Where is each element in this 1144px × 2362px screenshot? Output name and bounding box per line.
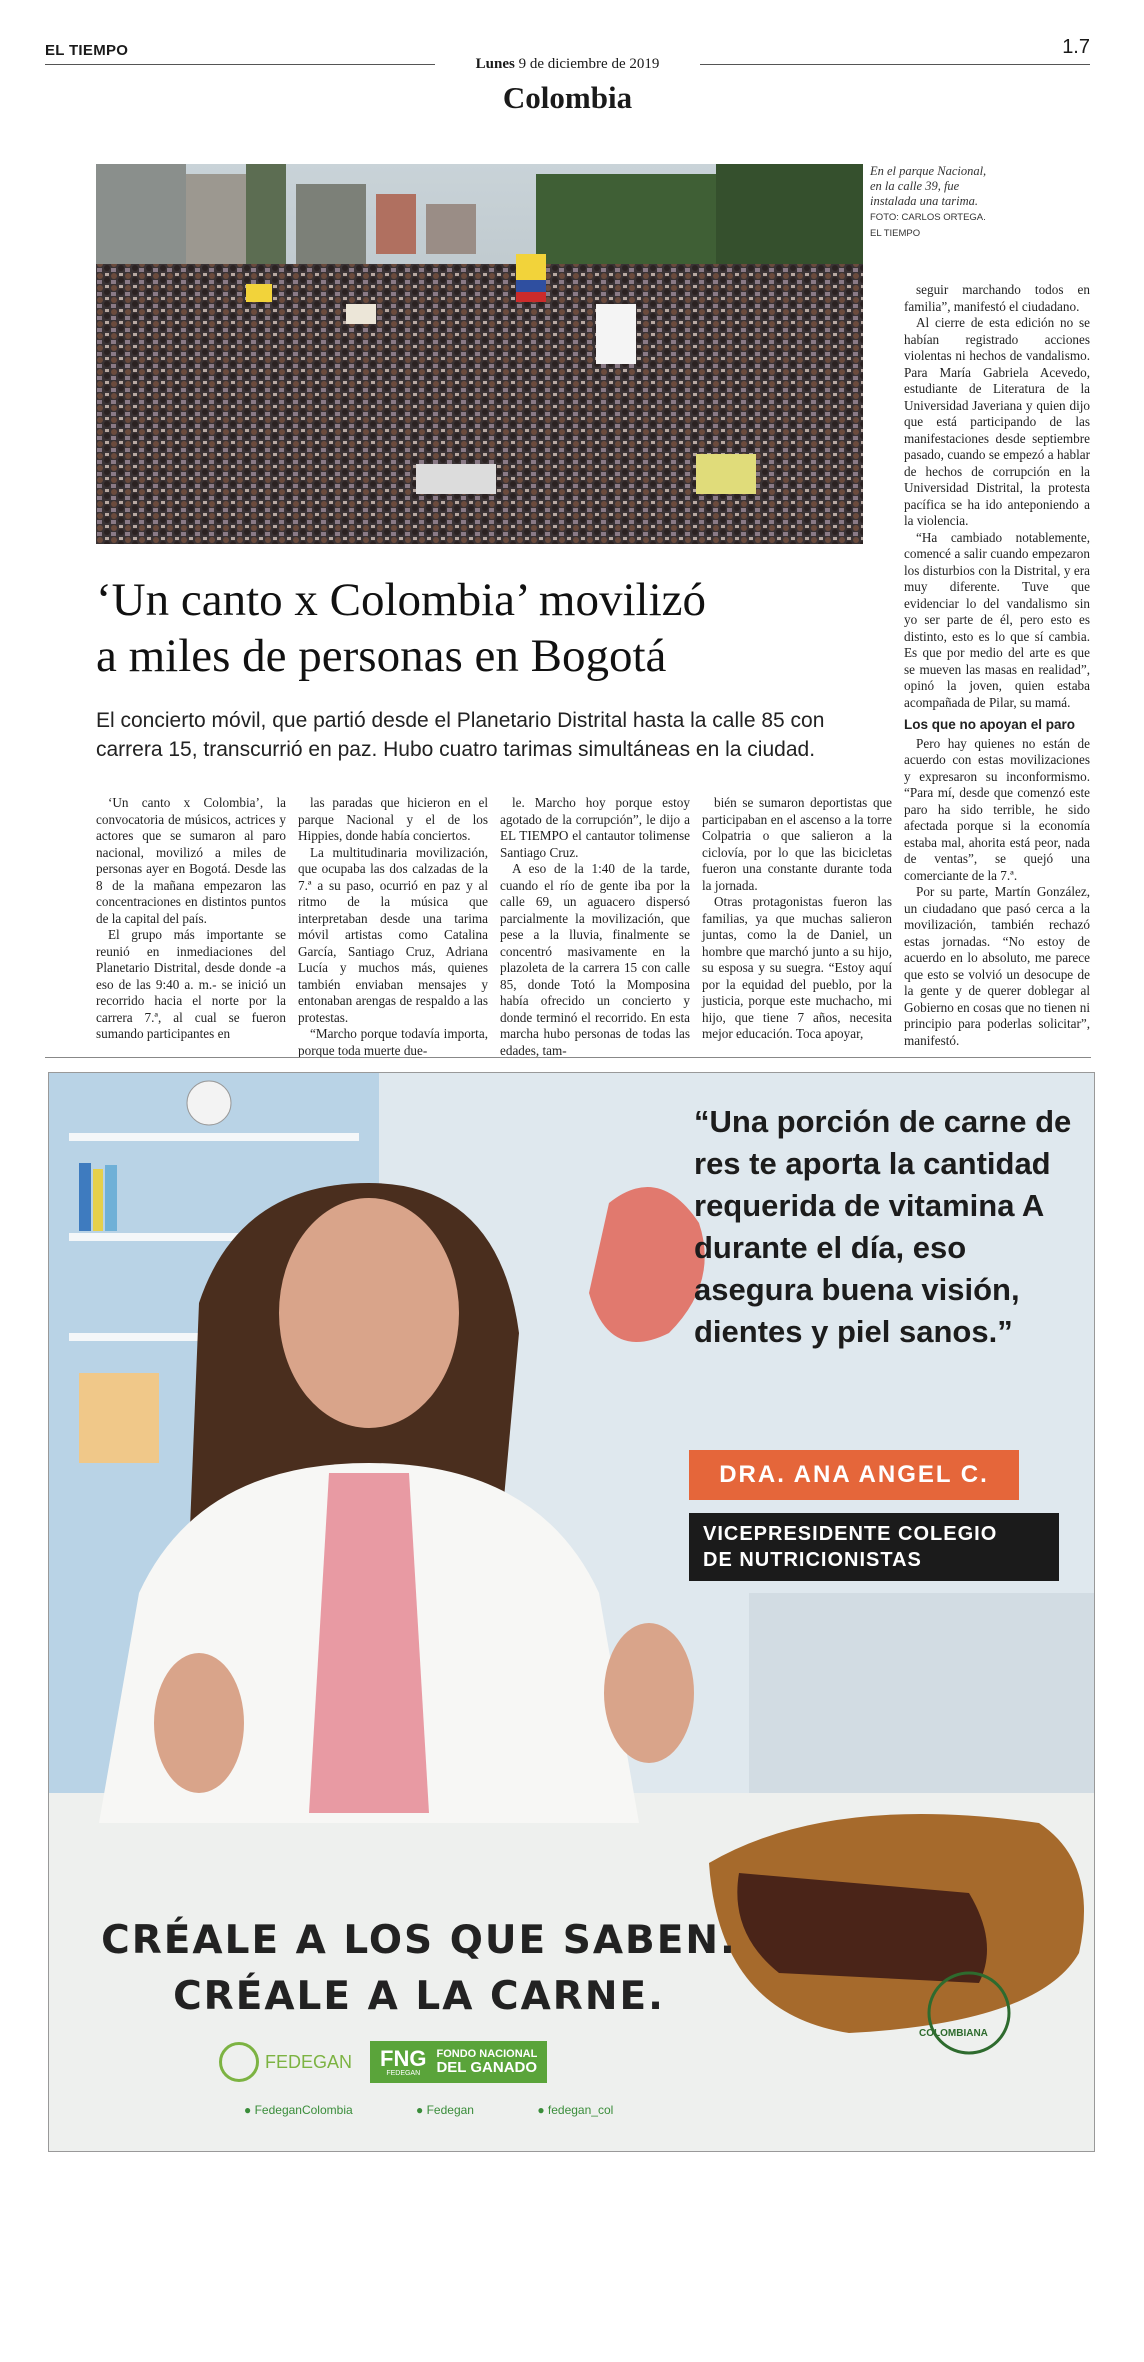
fng-line-2: DEL GANADO bbox=[436, 2058, 538, 2076]
header-rule-right bbox=[700, 64, 1090, 65]
paragraph: le. Marcho hoy porque estoy agotado de la corrupción”, le dijo a EL TIEMPO el cantautor tolimense Santiago Cruz. bbox=[500, 795, 690, 860]
instagram-link[interactable]: ● fedegan_col bbox=[537, 2103, 614, 2117]
photo-credit: FOTO: CARLOS ORTEGA. EL TIEMPO bbox=[870, 212, 986, 239]
crowd-image bbox=[96, 164, 863, 544]
masthead: EL TIEMPO bbox=[45, 42, 129, 59]
ad-slogan bbox=[89, 1913, 749, 2025]
role-line-2: DE NUTRICIONISTAS bbox=[703, 1549, 922, 1571]
twitter-link[interactable]: ● Fedegan bbox=[416, 2103, 474, 2117]
advertisement bbox=[48, 1072, 1095, 2152]
facebook-link[interactable]: ● FedeganColombia bbox=[244, 2103, 353, 2117]
column-4 bbox=[702, 795, 892, 1043]
date-rest: 9 de diciembre de 2019 bbox=[518, 56, 660, 72]
fng-letters: FNG bbox=[380, 2045, 427, 2071]
slogan-line-2: CRÉALE A LA CARNE. bbox=[173, 1974, 665, 2019]
fng-sub: FEDEGAN bbox=[386, 2069, 421, 2077]
column-1 bbox=[96, 795, 286, 1043]
twitter-handle: Fedegan bbox=[426, 2103, 474, 2117]
ad-logos bbox=[219, 2041, 547, 2083]
column-5 bbox=[904, 282, 1090, 1049]
headline-line-2: a miles de personas en Bogotá bbox=[96, 630, 667, 682]
fedegan-label: FEDEGAN bbox=[265, 2051, 353, 2072]
slogan-line-1: CRÉALE A LOS QUE SABEN. bbox=[101, 1918, 737, 1963]
dateline bbox=[440, 56, 695, 73]
section-separator bbox=[45, 1057, 1091, 1058]
paragraph: bién se sumaron deportistas que participaban en el ascenso a la torre Colpatria o que salieron a la ciclovía, por lo que las bicicletas fueron una constante durante toda la jornada. bbox=[702, 795, 892, 893]
doctor-role-badge bbox=[689, 1513, 1059, 1581]
paragraph: seguir marchando todos en familia”, manifestó el ciudadano. bbox=[904, 282, 1090, 314]
fng-line-1: FONDO NACIONAL bbox=[436, 2047, 538, 2060]
fng-text bbox=[436, 2048, 537, 2077]
date-day: Lunes bbox=[475, 56, 515, 72]
fng-mark bbox=[380, 2045, 427, 2077]
paragraph: Pero hay quienes no están de acuerdo con estas movilizaciones y expresaron su inconformismo. “Para mí, desde que comenzó este paro ha sido terrible, he sido afectada porque si la economía estaba mal, ahorita está peor, nada de ventas”, se quejó una comerciante de la 7.ª. bbox=[904, 735, 1090, 883]
paragraph: ‘Un canto x Colombia’, la convocatoria de músicos, actrices y actores que se sumaron al paro nacional, movilizó a miles de personas ayer en Bogotá. Desde las 8 de la mañana empezaron las concentraciones en distintos puntos de la capital del país. bbox=[96, 795, 286, 926]
column-2 bbox=[298, 795, 488, 1059]
cow-icon bbox=[219, 2042, 259, 2082]
page-number: 1.7 bbox=[1062, 36, 1090, 58]
subhead: Los que no apoyan el paro bbox=[904, 717, 1076, 732]
headline-line-1: ‘Un canto x Colombia’ movilizó bbox=[96, 574, 707, 626]
caption-text: En el parque Nacional, en la calle 39, fue instalada una tarima. bbox=[870, 164, 987, 208]
column-3 bbox=[500, 795, 690, 1059]
paragraph: “Ha cambiado notablemente, comencé a salir cuando empezaron los disturbios con la Distrital, y era muy diferente. Tuve que evidenciar lo del vandalismo sin yo ser parte de él, pero esto es distinto, esto es lo que sí cambia. Es que por medio del arte es que se mueven las masas en realidad”, opinó la joven, quien estaba acompañada de Pilar, su mamá. bbox=[904, 529, 1090, 710]
paragraph: Por su parte, Martín González, un ciudadano que pasó cerca a la movilización, también rechazó estas jornadas. “No estoy de acuerdo en lo absoluto, me parece que esto se volvió un desocupe de la gente y de querer doblegar al Gobierno en cosas que no tienen ni principio para poderlas solicitar”, manifestó. bbox=[904, 884, 1090, 1048]
paragraph: “Marcho porque todavía importa, porque toda muerte due- bbox=[298, 1026, 488, 1058]
paragraph: El grupo más importante se reunió en inmediaciones del Planetario Distrital, desde donde -a eso de las 9:40 a. m.- se inició un recorrido hacia el norte por la carrera 7.ª, al cual se fueron sumando participantes en bbox=[96, 927, 286, 1041]
section-title: Colombia bbox=[502, 80, 633, 115]
fedegan-logo bbox=[219, 2042, 352, 2082]
facebook-handle: FedeganColombia bbox=[254, 2103, 353, 2117]
paragraph: las paradas que hicieron en el parque Nacional y el de los Hippies, donde había conciertos. bbox=[298, 795, 488, 843]
paragraph: Otras protagonistas fueron las familias, ya que muchas salieron juntas, como la de Daniel, un hombre que marchó junto a su hijo, su esposa y su suegra. “Estoy aquí por la equidad del pueblo, por la justicia, porque este muchacho, mi hijo, que tiene 7 años, necesita mejor educación. Toca apoyar, bbox=[702, 894, 892, 1041]
photo-caption bbox=[870, 164, 990, 241]
deck: El concierto móvil, que partió desde el Planetario Distrital hasta la calle 85 con carrera 15, transcurrió en paz. Hubo cuatro tarimas simultáneas en la ciudad. bbox=[96, 709, 825, 761]
headline bbox=[96, 572, 876, 684]
colombiana-stamp: COLOMBIANA bbox=[919, 2028, 988, 2039]
paragraph: Al cierre de esta edición no se habían registrado acciones violentas ni hechos de vandalismo. Para María Gabriela Acevedo, estudiante de Literatura de la Universidad Javeriana y quien dijo que está participando de las manifestaciones desde septiembre pasado, cuando se empezó a hablar de hechos de corrupción en la Universidad Distrital, la protesta pacífica se ha ido anteponiendo a la violencia. bbox=[904, 315, 1090, 528]
doctor-name-badge: DRA. ANA ANGEL C. bbox=[689, 1450, 1019, 1500]
social-links bbox=[244, 2103, 673, 2117]
march-photo bbox=[96, 164, 863, 544]
header-rule-left bbox=[45, 64, 435, 65]
fng-logo bbox=[370, 2041, 547, 2083]
paragraph: La multitudinaria movilización, que ocupaba las dos calzadas de la 7.ª a su paso, ocurrió en paz y al ritmo de la música que interpretaban desde una tarima móvil artistas como Catalina García, Santiago Cruz, Adriana Lucía y muchos más, quienes también enviaban mensajes y entonaban arengas de respaldo a las protestas. bbox=[298, 844, 488, 1025]
ad-quote: “Una porción de carne de res te aporta la cantidad requerida de vitamina A durante el día, eso asegura buena visión, dientes y piel sanos.” bbox=[694, 1104, 1072, 1349]
paragraph: A eso de la 1:40 de la tarde, cuando el río de gente iba por la calle 69, un aguacero dispersó parcialmente la movilización, que pese a la lluvia, finalmente se concentró masivamente en la plazoleta de la carrera 15 con calle 85, donde Totó la Momposina había ofrecido un concierto y donde terminó el recorrido. En esta marcha hubo personas de todas las edades, tam- bbox=[500, 861, 690, 1058]
role-line-1: VICEPRESIDENTE COLEGIO bbox=[703, 1523, 998, 1545]
instagram-handle: fedegan_col bbox=[547, 2103, 614, 2117]
